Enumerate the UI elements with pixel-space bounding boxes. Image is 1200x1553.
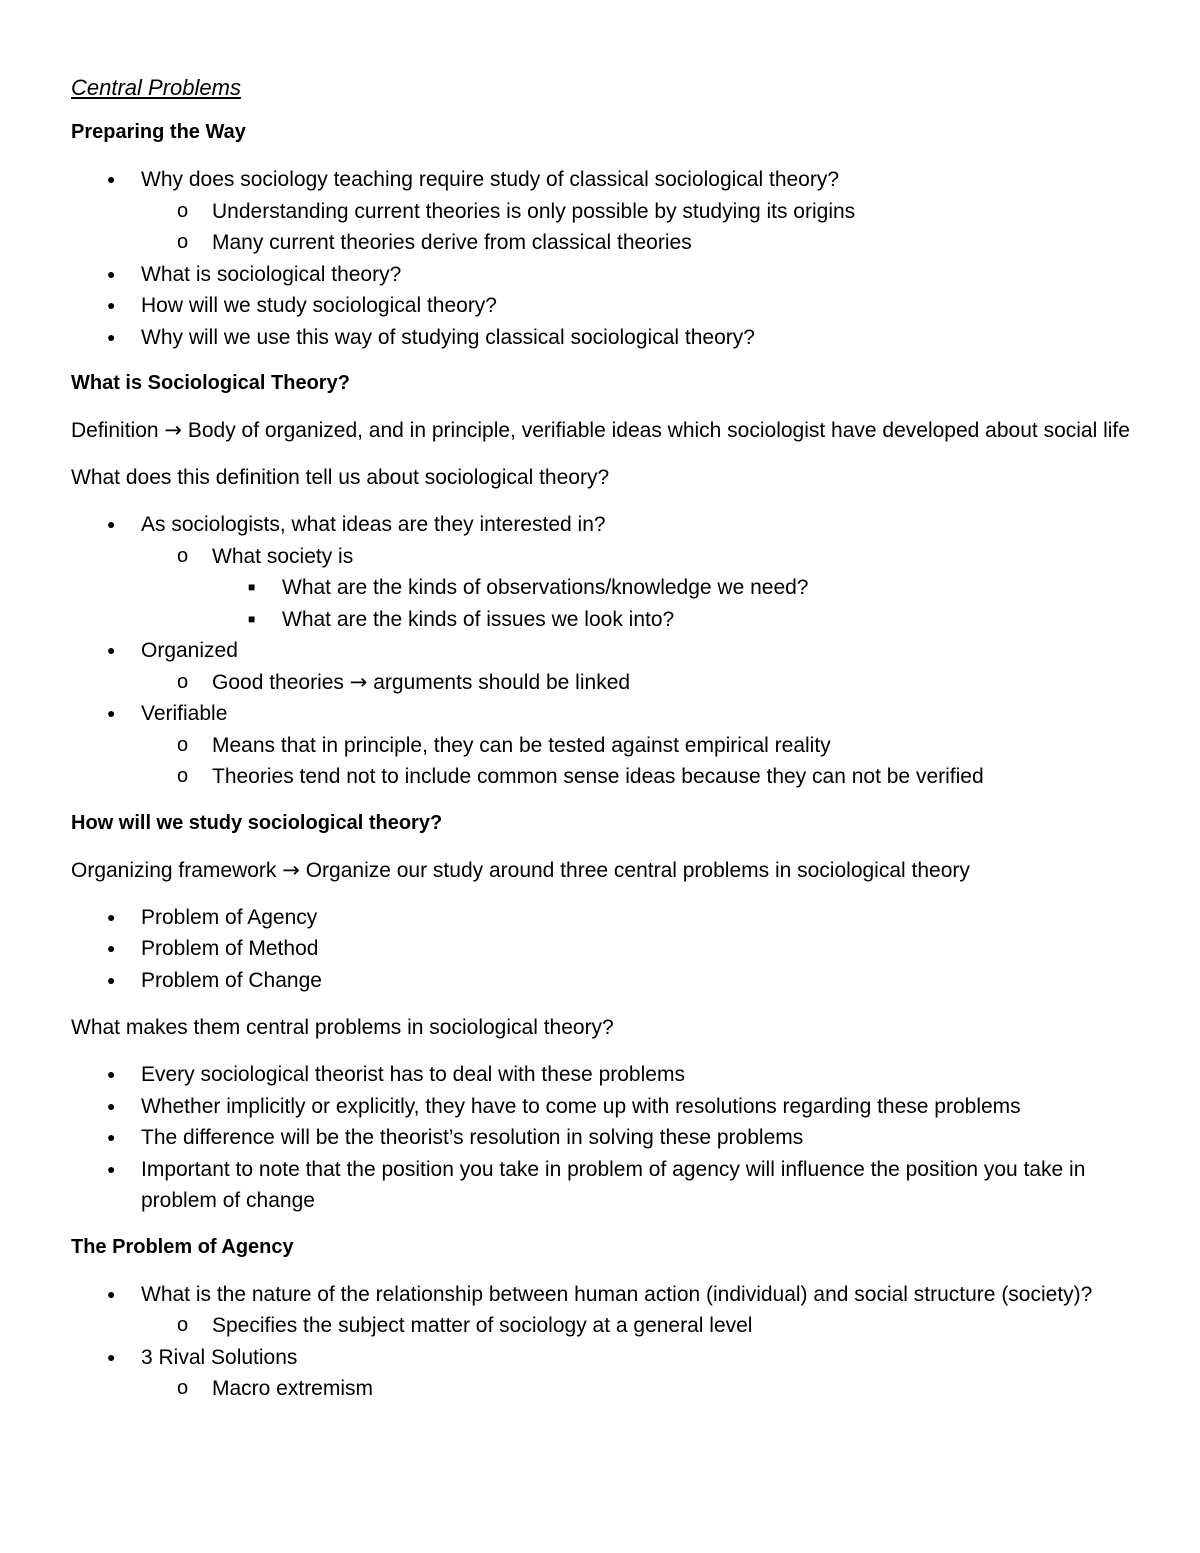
list-item bbox=[71, 1342, 1131, 1374]
bullet-icon: ● bbox=[107, 1097, 116, 1114]
bullet-icon: ● bbox=[107, 642, 116, 658]
list-item bbox=[71, 761, 1131, 793]
framework-paragraph bbox=[71, 855, 1131, 886]
list-item bbox=[71, 259, 1131, 291]
bullet-icon: ● bbox=[107, 171, 116, 187]
list-item-text: As sociologists, what ideas are they interested in? bbox=[141, 513, 606, 536]
list-item bbox=[71, 1091, 1131, 1123]
list-item bbox=[71, 227, 1131, 259]
list-item bbox=[71, 572, 1131, 604]
list-item bbox=[71, 164, 1131, 196]
definition-question: What does this definition tell us about sociological theory? bbox=[71, 466, 610, 489]
list-item-text: What society is bbox=[212, 544, 354, 568]
central-problems-list bbox=[71, 1059, 1131, 1217]
list-item-text: Specifies the subject matter of sociology at a general level bbox=[212, 1314, 753, 1337]
circle-bullet-icon: o bbox=[177, 733, 189, 756]
bullet-icon: ● bbox=[107, 1160, 116, 1177]
circle-bullet-icon: o bbox=[177, 765, 189, 787]
framework-text: Organize our study around three central problems in sociological theory bbox=[305, 858, 970, 882]
bullet-icon: ● bbox=[107, 1348, 116, 1365]
circle-bullet-icon: o bbox=[177, 199, 189, 222]
bullet-icon: ● bbox=[107, 1129, 116, 1145]
list-item-text: Verifiable bbox=[141, 702, 228, 725]
heading-how-will-we-study: How will we study sociological theory? bbox=[71, 811, 443, 834]
list-item-text: Problem of Change bbox=[141, 968, 322, 992]
list-item bbox=[71, 1373, 1131, 1405]
bullet-icon: ● bbox=[107, 1066, 116, 1082]
list-item bbox=[71, 290, 1131, 322]
circle-bullet-icon: o bbox=[177, 231, 189, 253]
bullet-icon: ● bbox=[107, 265, 116, 282]
list-item-label: Good theories bbox=[212, 670, 344, 694]
list-item-text: Whether implicitly or explicitly, they have to come up with resolutions regarding these problems bbox=[141, 1094, 1021, 1118]
list-item bbox=[71, 1279, 1131, 1311]
list-item bbox=[71, 541, 1131, 573]
preparing-list bbox=[71, 164, 1131, 353]
definition-paragraph bbox=[71, 415, 1131, 446]
circle-bullet-icon: o bbox=[177, 1377, 189, 1399]
definition-label: Definition bbox=[71, 419, 159, 442]
list-item-text: Theories tend not to include common sense ideas because they can not be verified bbox=[212, 765, 984, 788]
list-item-text: What is sociological theory? bbox=[141, 262, 402, 286]
list-item bbox=[71, 1154, 1131, 1217]
arrow-right-icon: → bbox=[349, 669, 368, 694]
list-item-text: arguments should be linked bbox=[373, 670, 631, 694]
list-item-text: How will we study sociological theory? bbox=[141, 294, 497, 317]
arrow-right-icon: → bbox=[282, 857, 300, 882]
list-item bbox=[71, 1310, 1131, 1342]
list-item bbox=[71, 933, 1131, 965]
bullet-icon: ● bbox=[107, 971, 116, 988]
list-item bbox=[71, 322, 1131, 354]
definition-list bbox=[71, 509, 1131, 793]
list-item-text: Important to note that the position you take in problem of agency will influence the position you take in problem of change bbox=[141, 1157, 1086, 1212]
list-item bbox=[71, 635, 1131, 667]
agency-list bbox=[71, 1279, 1131, 1405]
list-item-text: Why does sociology teaching require study of classical sociological theory? bbox=[141, 168, 840, 191]
list-item-text: What is the nature of the relationship between human action (individual) and social structure (society)? bbox=[141, 1282, 1093, 1306]
list-item-text: What are the kinds of observations/knowledge we need? bbox=[282, 576, 809, 599]
list-item-text: 3 Rival Solutions bbox=[141, 1345, 298, 1369]
list-item-text: Means that in principle, they can be tested against empirical reality bbox=[212, 733, 831, 757]
list-item bbox=[71, 965, 1131, 997]
circle-bullet-icon: o bbox=[177, 544, 189, 567]
list-item bbox=[71, 1059, 1131, 1091]
list-item-text: What are the kinds of issues we look into? bbox=[282, 607, 675, 631]
central-problems-question: What makes them central problems in sociological theory? bbox=[71, 1016, 614, 1039]
list-item-text: The difference will be the theorist’s resolution in solving these problems bbox=[141, 1126, 804, 1149]
bullet-icon: ● bbox=[107, 705, 116, 721]
circle-bullet-icon: o bbox=[177, 670, 189, 693]
bullet-icon: ● bbox=[107, 940, 116, 956]
list-item-text: Why will we use this way of studying classical sociological theory? bbox=[141, 325, 755, 349]
bullet-icon: ● bbox=[107, 1285, 116, 1302]
bullet-icon: ● bbox=[107, 297, 116, 313]
list-item bbox=[71, 509, 1131, 541]
list-item-text: Problem of Agency bbox=[141, 905, 318, 929]
definition-text: Body of organized, and in principle, verifiable ideas which sociologist have developed about social life bbox=[187, 419, 1130, 442]
list-item-text: Organized bbox=[141, 639, 238, 662]
list-item-text: Macro extremism bbox=[212, 1377, 374, 1400]
problems-list bbox=[71, 902, 1131, 997]
heading-what-is-sociological-theory: What is Sociological Theory? bbox=[71, 372, 350, 394]
heading-problem-of-agency: The Problem of Agency bbox=[71, 1235, 294, 1258]
list-item bbox=[71, 698, 1131, 730]
bullet-icon: ● bbox=[107, 516, 116, 532]
circle-bullet-icon: o bbox=[177, 1314, 189, 1336]
document-page bbox=[71, 70, 1131, 1421]
list-item-text: Understanding current theories is only possible by studying its origins bbox=[212, 199, 856, 223]
list-item-text: Problem of Method bbox=[141, 937, 319, 960]
list-item bbox=[71, 667, 1131, 699]
list-item bbox=[71, 902, 1131, 934]
square-bullet-icon: ■ bbox=[248, 611, 256, 626]
document-title: Central Problems bbox=[71, 75, 241, 100]
list-item bbox=[71, 196, 1131, 228]
square-bullet-icon: ■ bbox=[248, 580, 256, 594]
list-item bbox=[71, 604, 1131, 636]
bullet-icon: ● bbox=[107, 908, 116, 925]
list-item bbox=[71, 730, 1131, 762]
bullet-icon: ● bbox=[107, 328, 116, 345]
arrow-right-icon: → bbox=[164, 418, 183, 442]
list-item-text: Every sociological theorist has to deal with these problems bbox=[141, 1063, 685, 1086]
list-item-text: Many current theories derive from classical theories bbox=[212, 231, 692, 254]
list-item bbox=[71, 1122, 1131, 1154]
heading-preparing-the-way: Preparing the Way bbox=[71, 121, 246, 143]
framework-label: Organizing framework bbox=[71, 858, 277, 882]
